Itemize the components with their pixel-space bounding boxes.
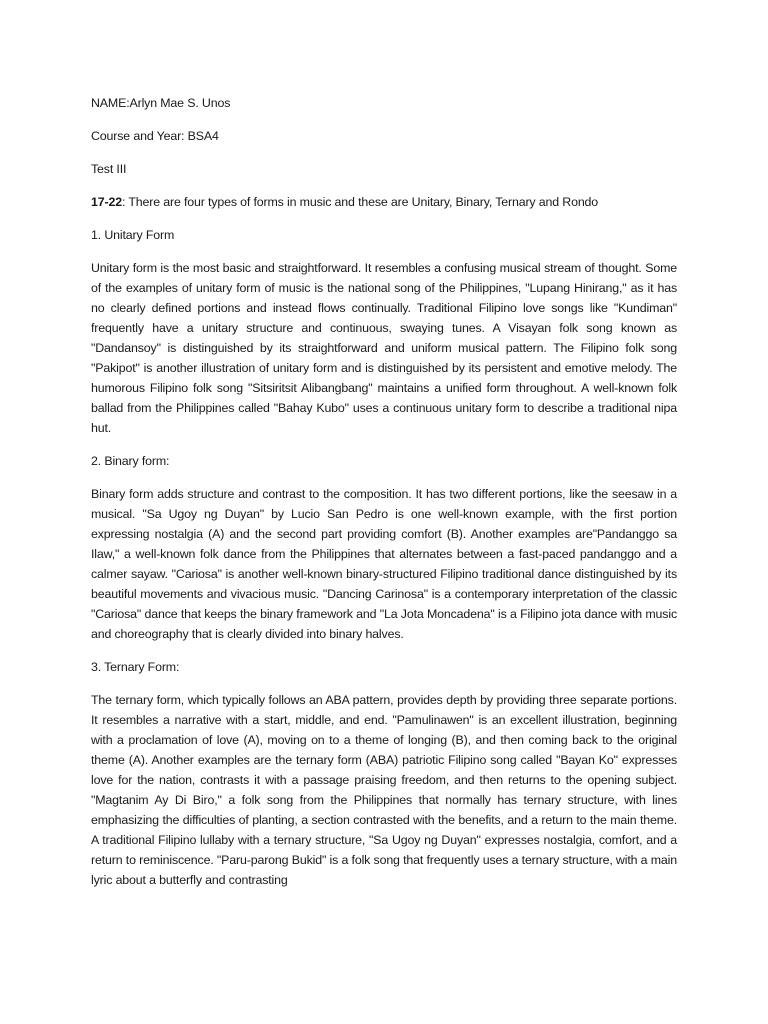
section-body-unitary: Unitary form is the most basic and straightforward. It resembles a confusing musical stream of thought. Some of the examples of unitary form of music is the national song of the Philippines, "Lupang Hinirang," as it has no clearly defined portions and instead flows continually. Traditional Filipino love songs like "Kundiman" frequently have a unitary structure and continuous, swaying tunes. A Visayan folk song known as "Dandansoy" is distinguished by its straightforward and uniform musical pattern. The Filipino folk song "Pakipot" is another illustration of unitary form and is distinguished by its persistent and emotive melody. The humorous Filipino folk song "Sitsiritsit Alibangbang" maintains a unified form throughout. A well-known folk ballad from the Philippines called "Bahay Kubo" uses a continuous unitary form to describe a traditional nipa hut.: [91, 261, 677, 435]
intro-text: : There are four types of forms in music and these are Unitary, Binary, Ternary and Rondo: [121, 195, 599, 209]
section-body-ternary: The ternary form, which typically follows an ABA pattern, provides depth by providing three separate portions. It resembles a narrative with a start, middle, and end. "Pamulinawen" is an excellent illustration, beginning with a proclamation of love (A), moving on to a theme of longing (B), and then coming back to the original theme (A). Another examples are the ternary form (ABA) patriotic Filipino song called "Bayan Ko" expresses love for the nation, contrasts it with a passage praising freedom, and then returns to the opening subject. "Magtanim Ay Di Biro," a folk song from the Philippines that normally has ternary structure, with lines emphasizing the difficulties of planting, a section contrasted with the benefits, and a return to the main theme. A traditional Filipino lullaby with a ternary structure, "Sa Ugoy ng Duyan" expresses nostalgia, comfort, and a return to reminiscence. "Paru-parong Bukid" is a folk song that frequently uses a ternary structure, with a main lyric about a butterfly and contrasting: [91, 693, 677, 887]
document-page: [91, 93, 677, 903]
intro-line: [91, 192, 677, 212]
test-label: Test III: [91, 162, 127, 176]
section-heading-ternary: 3. Ternary Form:: [91, 660, 180, 674]
section-heading-unitary: 1. Unitary Form: [91, 228, 175, 242]
item-number-label: 17-22: [91, 195, 122, 209]
section-heading-binary: 2. Binary form:: [91, 454, 170, 468]
section-body-binary: Binary form adds structure and contrast to the composition. It has two different portions, like the seesaw in a musical. "Sa Ugoy ng Duyan" by Lucio San Pedro is one well-known example, with the first portion expressing nostalgia (A) and the second part providing comfort (B). Another examples are"Pandanggo sa Ilaw," a well-known folk dance from the Philippines that alternates between a fast-paced pandanggo and a calmer sayaw. "Cariosa" is another well-known binary-structured Filipino traditional dance distinguished by its beautiful movements and vivacious music. "Dancing Carinosa" is a contemporary interpretation of the classic "Cariosa" dance that keeps the binary framework and "La Jota Moncadena" is a Filipino jota dance with music and choreography that is clearly divided into binary halves.: [91, 487, 677, 641]
student-name: NAME:Arlyn Mae S. Unos: [91, 96, 231, 110]
course-year: Course and Year: BSA4: [91, 129, 219, 143]
